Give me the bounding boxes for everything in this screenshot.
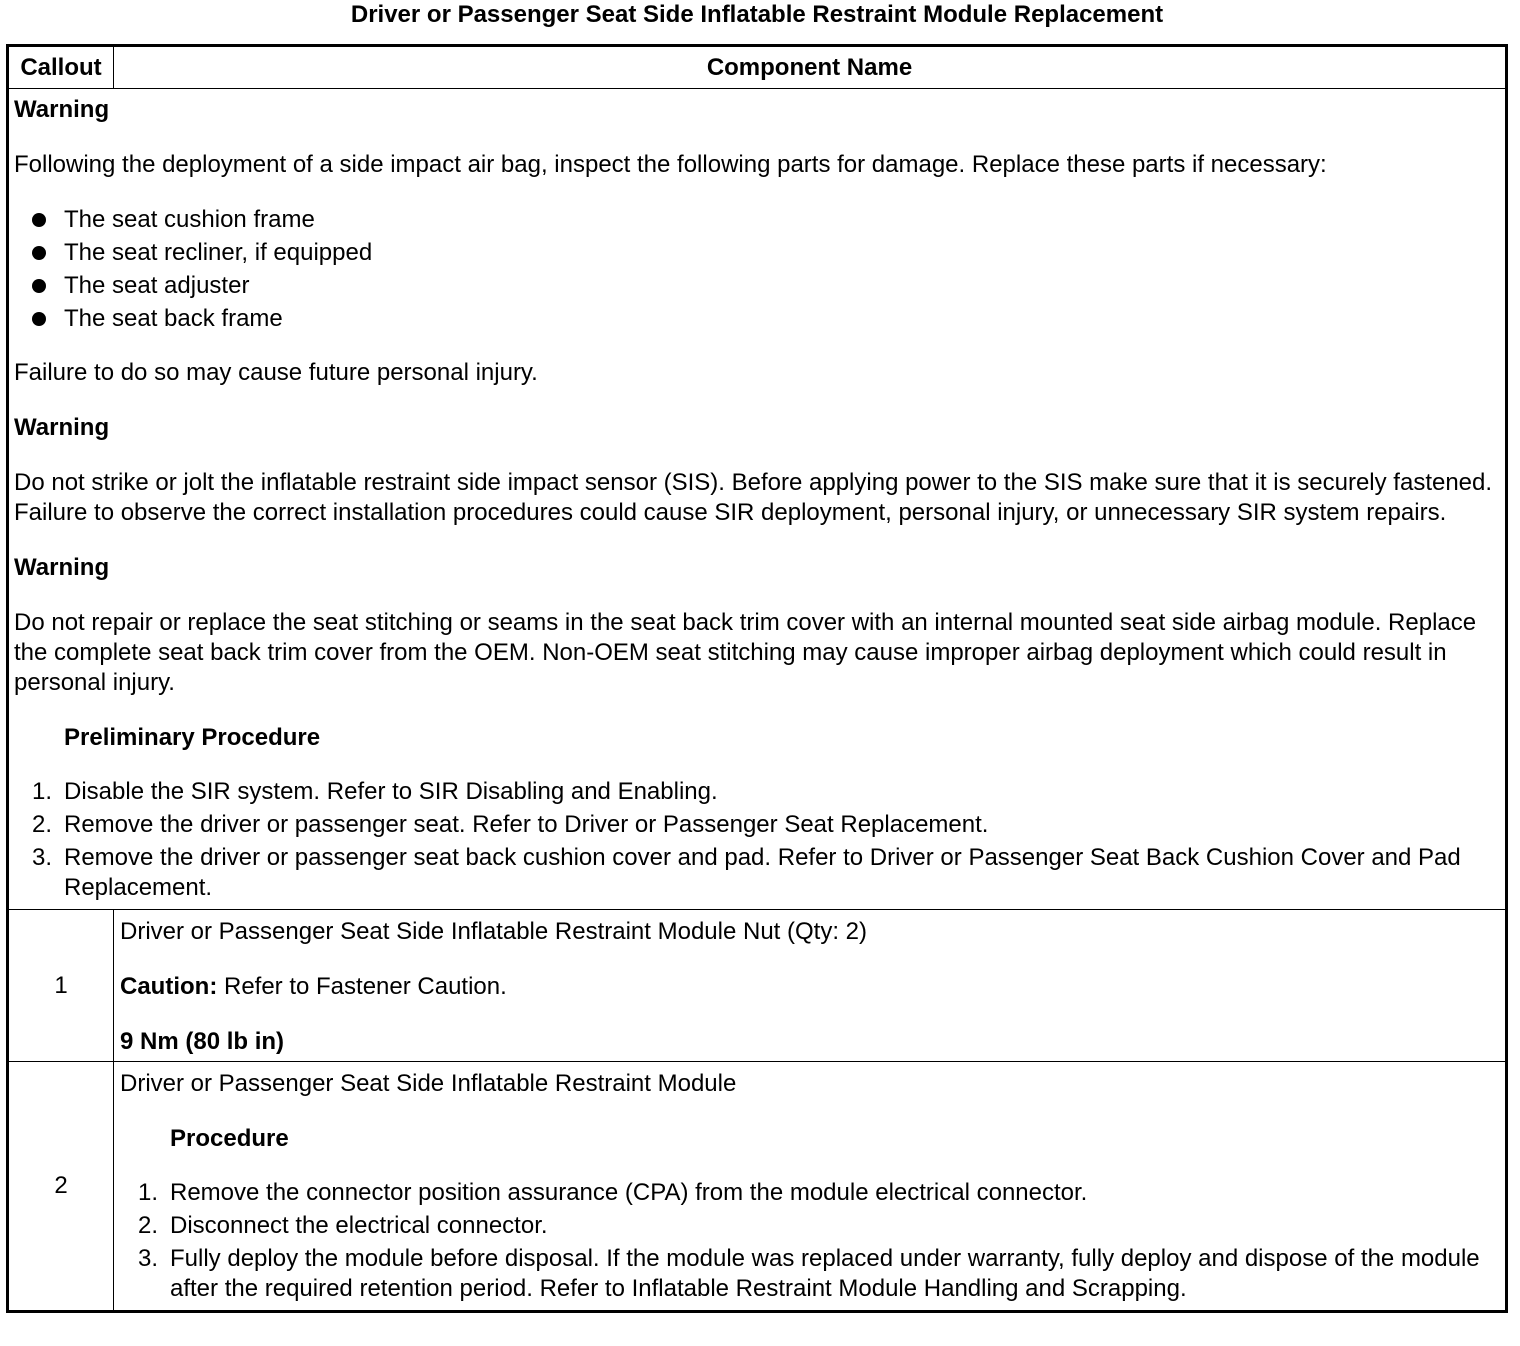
step-number: 3.: [31, 844, 52, 871]
warnings-cell: [8, 89, 1507, 910]
component-name: Driver or Passenger Seat Side Inflatable Restraint Module Nut (Qty: 2): [120, 918, 867, 945]
warning-label: Warning: [14, 414, 110, 441]
warning-text: Following the deployment of a side impact air bag, inspect the following parts for damage. Replace these parts if necessary:: [14, 151, 1327, 178]
step-number: 3.: [137, 1245, 158, 1272]
step-text: Remove the connector position assurance (CPA) from the module electrical connector.: [170, 1179, 1088, 1206]
torque-spec: 9 Nm (80 lb in): [120, 1028, 285, 1055]
bullet-icon: [32, 246, 46, 260]
caution-text: [120, 972, 1501, 1002]
list-item: [14, 203, 1501, 236]
list-item-text: The seat back frame: [64, 305, 283, 332]
step-item: [14, 809, 1501, 842]
step-number: 1.: [137, 1179, 158, 1206]
warning-text: Do not repair or replace the seat stitching or seams in the seat back trim cover with an internal mounted seat side airbag module. Replace the complete seat back trim cover from the OEM. Non-OEM seat stitching may cause improper airbag deployment which could result in personal injury.: [14, 609, 1477, 696]
step-text: Disconnect the electrical connector.: [170, 1212, 548, 1239]
warning-text: Do not strike or jolt the inflatable restraint side impact sensor (SIS). Before applying power to the SIS make sure that it is securely fastened. Failure to observe the correct installation procedures could cause SIR deployment, personal injury, or unnecessary SIR system repairs.: [14, 469, 1493, 526]
step-number: 2.: [137, 1212, 158, 1239]
bullet-icon: [32, 279, 46, 293]
table-row: [8, 910, 1507, 1062]
component-cell: [114, 1062, 1507, 1312]
step-item: [14, 842, 1501, 905]
step-item: [120, 1177, 1501, 1210]
step-item: [120, 1210, 1501, 1243]
warning-text: Failure to do so may cause future personal injury.: [14, 359, 538, 386]
procedure-table: [6, 44, 1508, 1313]
step-text: Disable the SIR system. Refer to SIR Disabling and Enabling.: [64, 778, 718, 805]
step-number: 1.: [31, 778, 52, 805]
list-item-text: The seat cushion frame: [64, 206, 315, 233]
procedure-steps: [120, 1177, 1501, 1306]
list-item: [14, 236, 1501, 269]
table-row: [8, 1062, 1507, 1312]
preliminary-heading: Preliminary Procedure: [64, 724, 321, 751]
warnings-row: [8, 89, 1507, 910]
list-item-text: The seat recliner, if equipped: [64, 239, 373, 266]
step-text: Remove the driver or passenger seat back cushion cover and pad. Refer to Driver or Passenger Seat Back Cushion Cover and Pad Replacement.: [64, 844, 1461, 901]
step-text: Remove the driver or passenger seat. Refer to Driver or Passenger Seat Replacement.: [64, 811, 989, 838]
table-header-row: [8, 46, 1507, 89]
list-item-text: The seat adjuster: [64, 272, 250, 299]
preliminary-steps: [14, 776, 1501, 905]
warning-label: Warning: [14, 554, 110, 581]
step-item: [14, 776, 1501, 809]
procedure-heading: Procedure: [170, 1125, 289, 1152]
component-name: Driver or Passenger Seat Side Inflatable Restraint Module: [120, 1070, 737, 1097]
component-cell: [114, 910, 1507, 1062]
list-item: [14, 269, 1501, 302]
header-component-name: Component Name: [114, 46, 1507, 89]
callout-number: 1: [8, 910, 114, 1062]
page-title: Driver or Passenger Seat Side Inflatable Restraint Module Replacement: [350, 1, 1164, 28]
list-item: [14, 302, 1501, 335]
step-number: 2.: [31, 811, 52, 838]
caution-label: Caution:: [120, 973, 218, 1000]
step-text: Fully deploy the module before disposal. If the module was replaced under warranty, fully deploy and dispose of the module after the required retention period. Refer to Inflatable Restraint Module Handling and Scrapping.: [170, 1245, 1480, 1302]
step-item: [120, 1243, 1501, 1306]
caution-body: Refer to Fastener Caution.: [217, 973, 507, 1000]
bullet-icon: [32, 312, 46, 326]
header-callout: Callout: [8, 46, 114, 89]
warning-label: Warning: [14, 96, 110, 123]
bullet-icon: [32, 213, 46, 227]
inspect-parts-list: [14, 203, 1501, 335]
callout-number: 2: [8, 1062, 114, 1312]
